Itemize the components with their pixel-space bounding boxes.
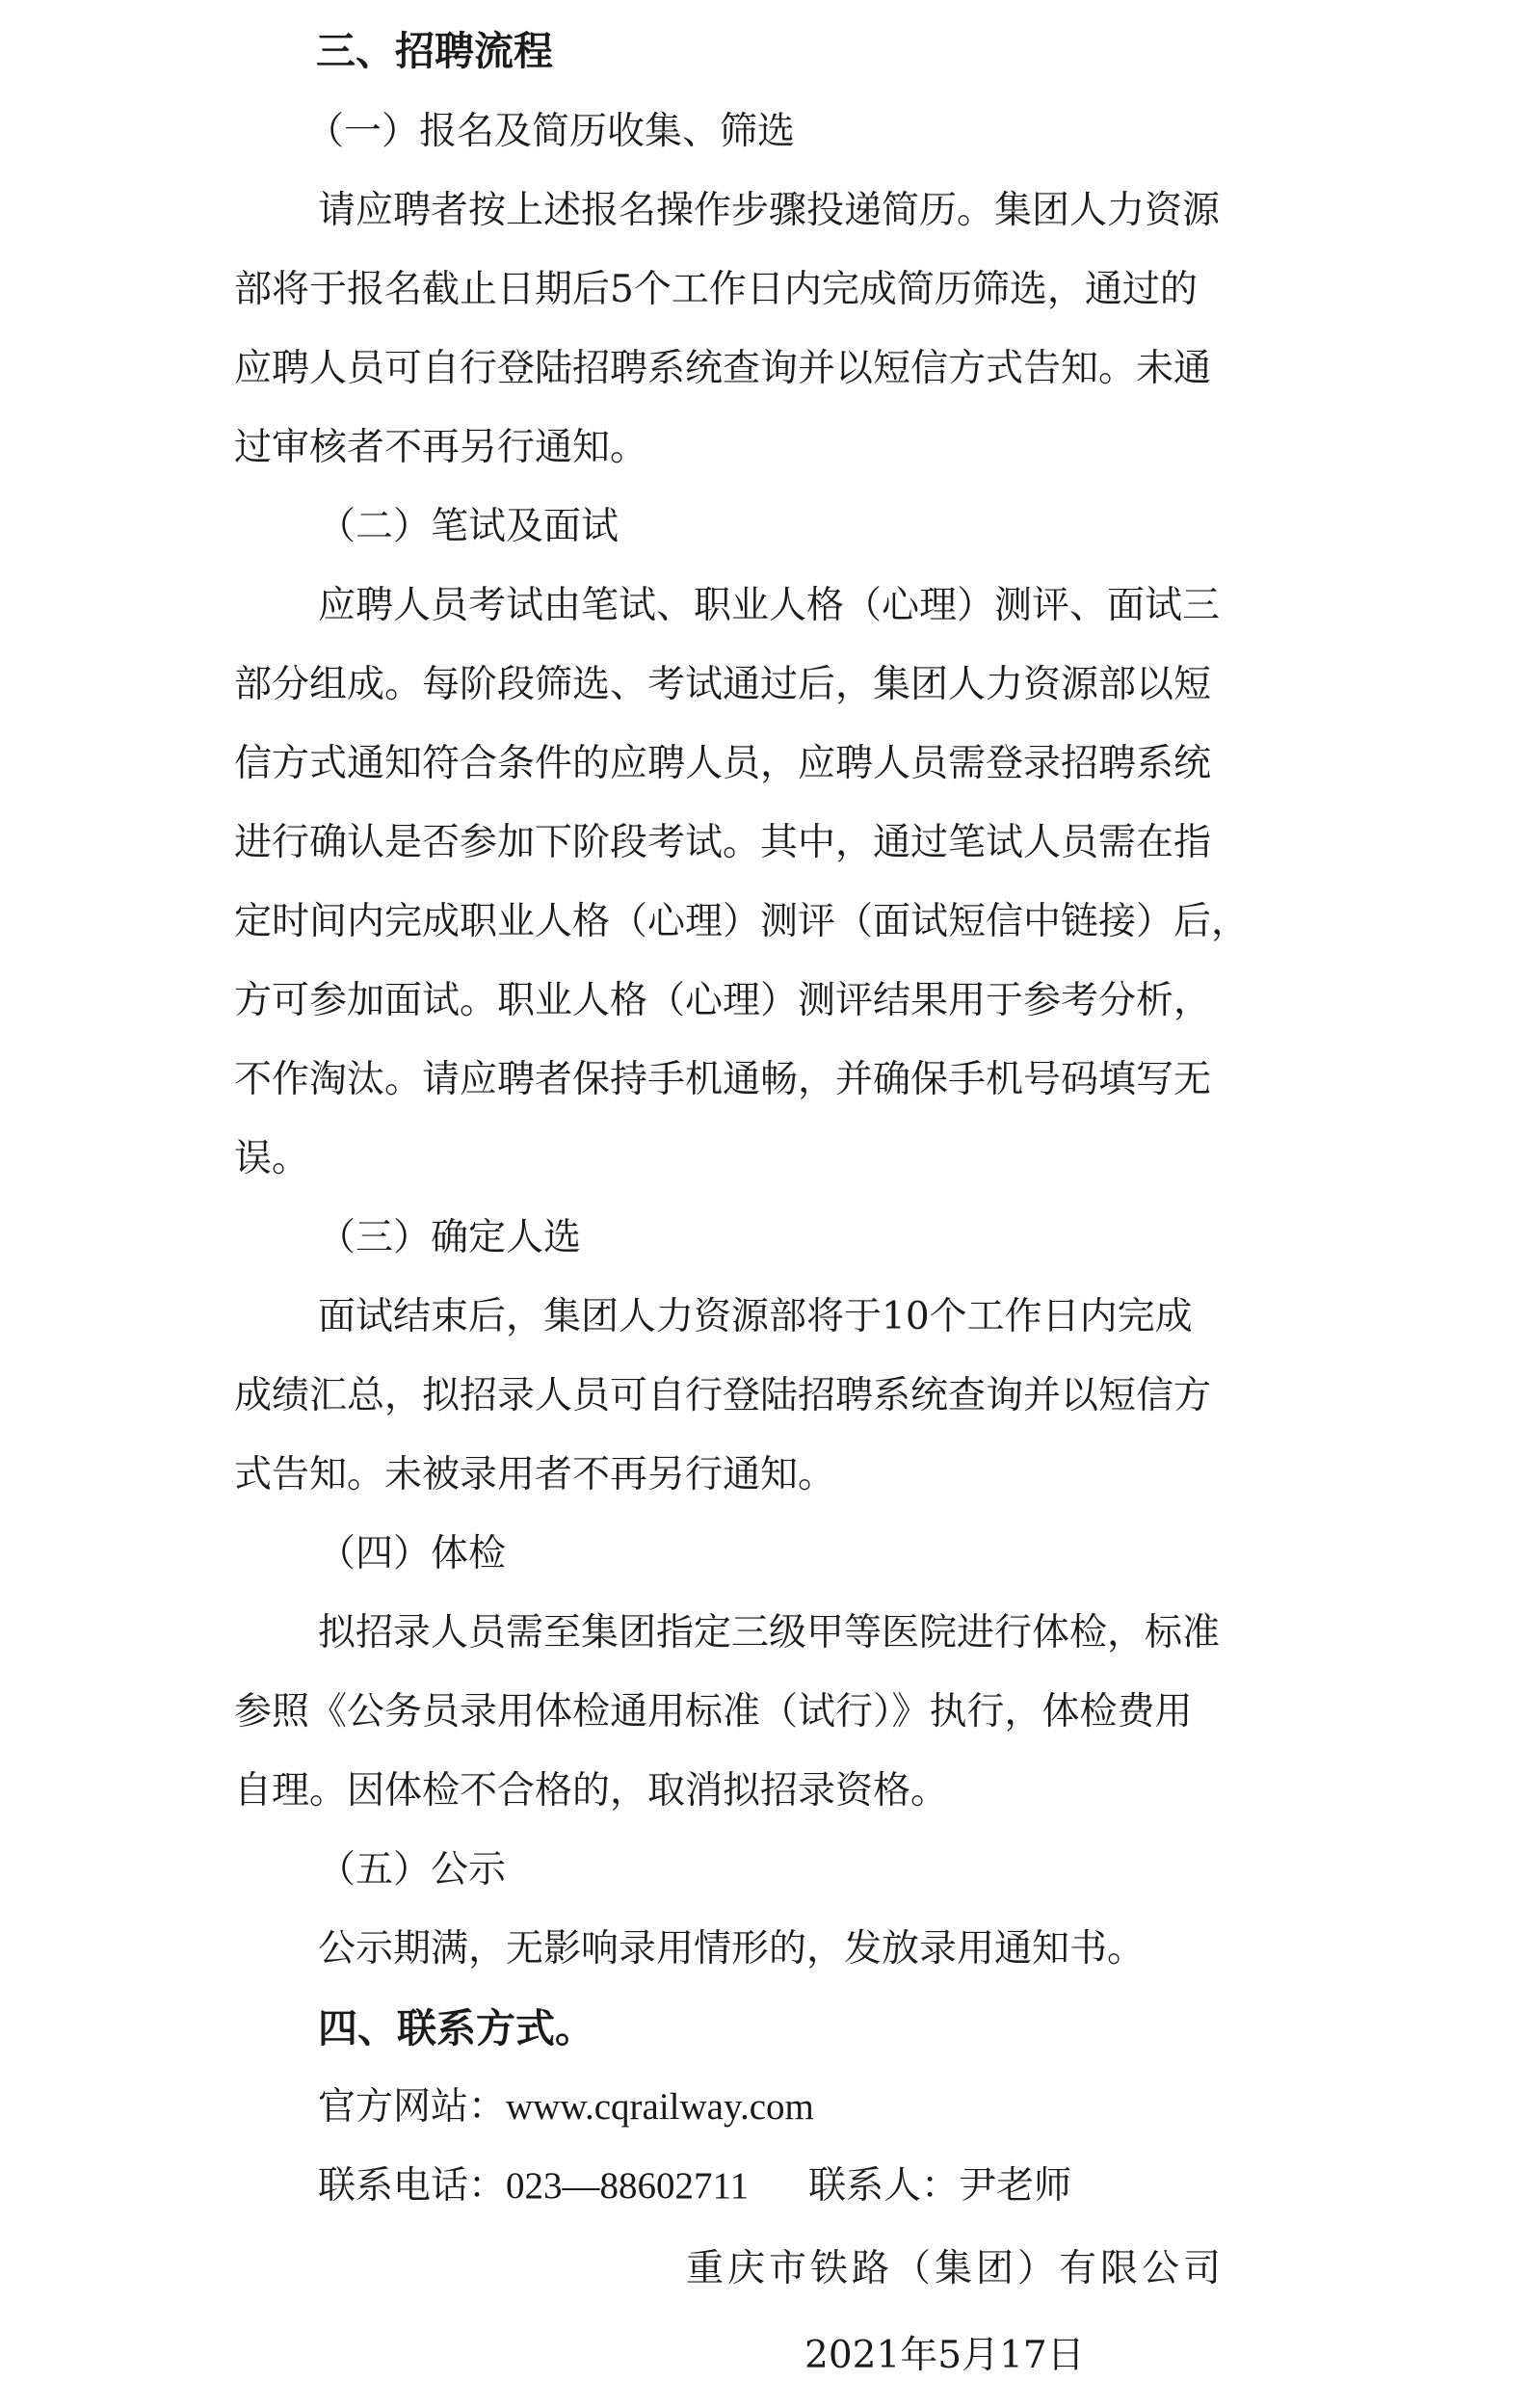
signature-org: 重庆市铁路（集团）有限公司	[686, 2247, 1226, 2290]
paragraph-line: 拟招录人员需至集团指定三级甲等医院进行体检，标准	[318, 1611, 1221, 1654]
paragraph-line: 部分组成。每阶段筛选、考试通过后，集团人力资源部以短	[234, 663, 1212, 706]
website-label: 官方网站：	[318, 2085, 507, 2129]
subsection-heading: （三）确定人选	[318, 1216, 582, 1259]
paragraph-line: 应聘人员考试由笔试、职业人格（心理）测评、面试三	[318, 584, 1221, 627]
paragraph-line: 过审核者不再另行通知。	[234, 426, 648, 469]
paragraph-line: 定时间内完成职业人格（心理）测评（面试短信中链接）后，	[234, 900, 1250, 943]
phone-row	[318, 2162, 1071, 2210]
section-heading: 四、联系方式。	[318, 2005, 594, 2051]
paragraph-line: 面试结束后，集团人力资源部将于10个工作日内完成	[318, 1295, 1193, 1338]
phone-number: 023—88602711	[506, 2165, 750, 2207]
phone-label: 联系电话：	[318, 2164, 507, 2208]
paragraph-line: 参照《公务员录用体检通用标准（试行）》执行，体检费用	[234, 1690, 1193, 1733]
website-link[interactable]: www.cqrailway.com	[506, 2086, 814, 2128]
subsection-heading: （四）体检	[318, 1532, 507, 1575]
paragraph-line: 成绩汇总，拟招录人员可自行登陆招聘系统查询并以短信方	[234, 1374, 1212, 1417]
paragraph-line: 进行确认是否参加下阶段考试。其中，通过笔试人员需在指	[234, 821, 1212, 864]
section-heading: 三、招聘流程	[316, 28, 553, 74]
paragraph-line: 应聘人员可自行登陆招聘系统查询并以短信方式告知。未通	[234, 347, 1212, 390]
paragraph-line: 误。	[234, 1137, 310, 1180]
paragraph-line: 请应聘者按上述报名操作步骤投递简历。集团人力资源	[318, 189, 1221, 232]
contact-name: 尹老师	[959, 2164, 1072, 2208]
paragraph-line: 式告知。未被录用者不再另行通知。	[234, 1453, 836, 1496]
website-row	[318, 2083, 814, 2131]
subsection-heading: （一）报名及简历收集、筛选	[306, 110, 796, 153]
paragraph-line: 方可参加面试。职业人格（心理）测评结果用于参考分析，	[234, 979, 1212, 1022]
paragraph-line: 信方式通知符合条件的应聘人员，应聘人员需登录招聘系统	[234, 742, 1212, 785]
paragraph-line: 公示期满，无影响录用情形的，发放录用通知书。	[318, 1927, 1146, 1971]
paragraph-line: 部将于报名截止日期后5个工作日内完成简历筛选，通过的	[234, 268, 1198, 311]
subsection-heading: （二）笔试及面试	[318, 505, 620, 548]
paragraph-line: 不作淘汰。请应聘者保持手机通畅，并确保手机号码填写无	[234, 1058, 1212, 1101]
paragraph-line: 自理。因体检不合格的，取消拟招录资格。	[234, 1769, 949, 1813]
contact-label: 联系人：	[808, 2164, 960, 2208]
subsection-heading: （五）公示	[318, 1848, 507, 1892]
signature-date: 2021年5月17日	[804, 2334, 1085, 2377]
